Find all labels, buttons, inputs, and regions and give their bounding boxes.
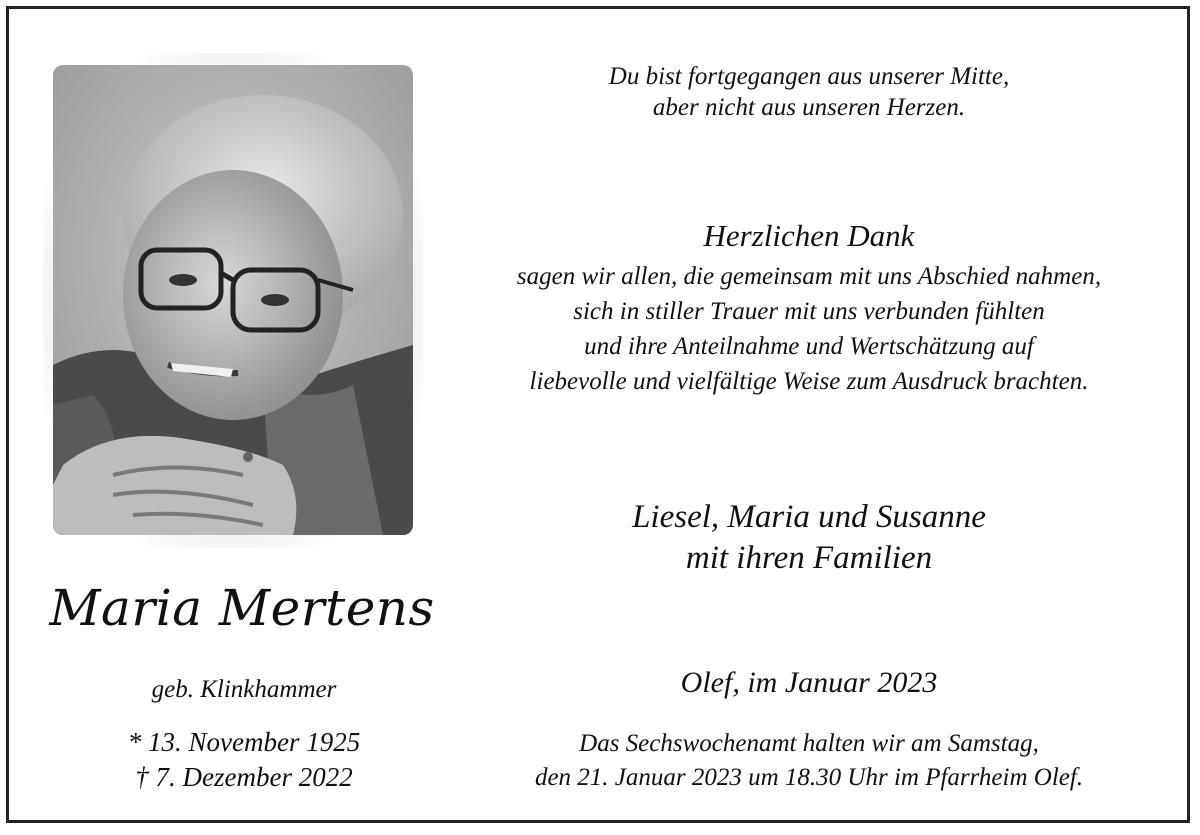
- service-line: Das Sechswochenamt halten wir am Samstag,: [579, 730, 1039, 757]
- death-date: † 7. Dezember 2022: [135, 762, 353, 792]
- thanks-line: und ihre Anteilnahme und Wertschätzung auf: [584, 333, 1034, 360]
- obituary-card: [6, 6, 1190, 823]
- signature-line: mit ihren Familien: [685, 540, 933, 577]
- portrait-image: [53, 65, 413, 535]
- thanks-line: sich in stiller Trauer mit uns verbunden fühlten: [573, 298, 1045, 325]
- service-line: den 21. Januar 2023 um 18.30 Uhr im Pfarrheim Olef.: [534, 763, 1084, 791]
- service-notice: [459, 727, 1159, 795]
- portrait-photo-frame: [43, 53, 423, 548]
- thanks-heading: Herzlichen Dank: [703, 218, 915, 253]
- quote-line: Du bist fortgegangen aus unserer Mitte,: [608, 63, 1010, 90]
- signature-line: Liesel, Maria und Susanne: [632, 499, 986, 535]
- thanks-message: [459, 259, 1159, 399]
- birth-date: * 13. November 1925: [127, 727, 361, 757]
- memorial-quote: [459, 61, 1159, 124]
- thanks-line: liebevolle und vielfältige Weise zum Ausdruck brachten.: [529, 368, 1089, 395]
- quote-line: aber nicht aus unseren Herzen.: [652, 94, 966, 122]
- deceased-name: Maria Mertens: [49, 579, 435, 637]
- place-and-date: Olef, im Januar 2023: [680, 666, 938, 699]
- birth-name: geb. Klinkhammer: [151, 676, 337, 703]
- thanks-line: sagen wir allen, die gemeinsam mit uns Abschied nahmen,: [516, 263, 1102, 290]
- family-signature: [459, 497, 1159, 580]
- portrait-photo: [53, 65, 413, 535]
